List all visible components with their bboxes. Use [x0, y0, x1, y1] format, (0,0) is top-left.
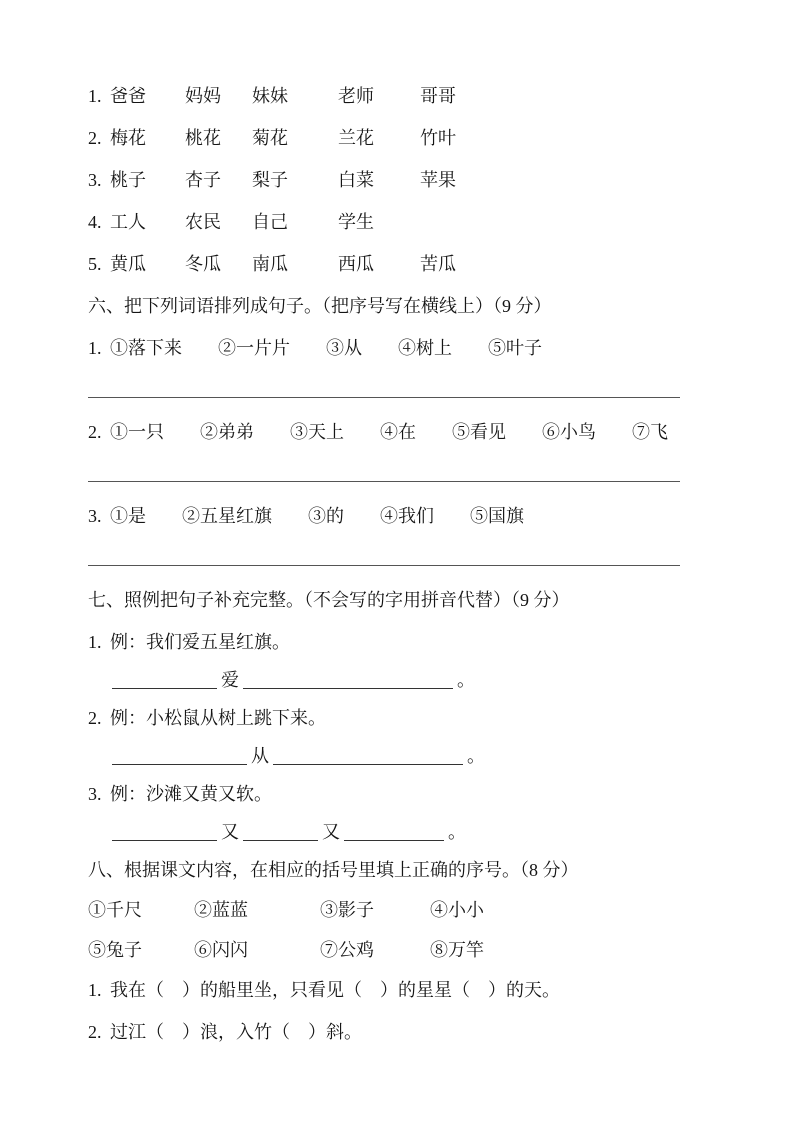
word: 妹妹: [252, 86, 288, 106]
word: 冬瓜: [185, 254, 221, 274]
fill-blank: [112, 750, 247, 765]
word: 菊花: [252, 128, 288, 148]
item-number: 1.: [88, 632, 102, 652]
connector-word: 又: [221, 822, 239, 842]
word: 学生: [338, 212, 374, 232]
word: 苦瓜: [420, 254, 456, 274]
option-token: ④小小: [430, 900, 484, 920]
numbered-word-token: ①落下来: [110, 338, 182, 358]
item-number: 2.: [88, 128, 102, 148]
word: 农民: [185, 212, 221, 232]
option-token: ①千尺: [88, 900, 142, 920]
example-text: 例：小松鼠从树上跳下来。: [110, 708, 326, 728]
numbered-word-token: ⑥小鸟: [542, 422, 596, 442]
numbered-word-token: ④树上: [398, 338, 452, 358]
word-group-row: [88, 84, 705, 108]
fill-blank: [243, 826, 318, 841]
fill-in-answer-line: [108, 668, 705, 692]
item-number: 2.: [88, 1022, 102, 1042]
section-six-title: 六、把下列词语排列成句子。（把序号写在横线上）（9 分）: [88, 296, 552, 316]
word: 兰花: [338, 128, 374, 148]
sentence-ordering-item: [88, 504, 705, 528]
numbered-word-token: ②弟弟: [200, 422, 254, 442]
word: 自己: [252, 212, 288, 232]
example-text: 例：我们爱五星红旗。: [110, 632, 290, 652]
numbered-word-token: ⑤叶子: [488, 338, 542, 358]
item-number: 4.: [88, 212, 102, 232]
numbered-word-token: ②一片片: [218, 338, 290, 358]
fill-blank: [112, 674, 217, 689]
example-sentence: [88, 706, 705, 730]
example-text: 例：沙滩又黄又软。: [110, 784, 272, 804]
connector-word: 爱: [221, 670, 239, 690]
item-number: 1.: [88, 980, 102, 1000]
item-number: 2.: [88, 708, 102, 728]
sentence-ordering-item: [88, 336, 705, 360]
numbered-word-token: ⑦飞: [632, 422, 668, 442]
option-token: ⑥闪闪: [194, 940, 248, 960]
word: 梅花: [110, 128, 146, 148]
item-number: 3.: [88, 506, 102, 526]
word: 杏子: [185, 170, 221, 190]
period: 。: [448, 822, 466, 842]
word: 梨子: [252, 170, 288, 190]
numbered-word-token: ④我们: [380, 506, 434, 526]
item-number: 1.: [88, 338, 102, 358]
period: 。: [457, 670, 475, 690]
word: 竹叶: [420, 128, 456, 148]
word-group-row: [88, 126, 705, 150]
numbered-word-token: ①一只: [110, 422, 164, 442]
option-token: ⑦公鸡: [320, 940, 374, 960]
fill-in-answer-line: [108, 820, 705, 844]
word: 西瓜: [338, 254, 374, 274]
example-sentence: [88, 630, 705, 654]
word: [420, 210, 705, 234]
sentence-text: 我在（ ）的船里坐，只看见（ ）的星星（ ）的天。: [110, 980, 560, 1000]
numbered-word-token: ④在: [380, 422, 416, 442]
fill-blank: [112, 826, 217, 841]
connector-word: 从: [251, 746, 269, 766]
word: 黄瓜: [110, 254, 146, 274]
numbered-word-token: ③从: [326, 338, 362, 358]
fill-in-answer-line: [108, 744, 705, 768]
word: 爸爸: [110, 86, 146, 106]
word-group-row: [88, 168, 705, 192]
section-eight-title: 八、根据课文内容，在相应的括号里填上正确的序号。（8 分）: [88, 860, 579, 880]
option-row: [88, 938, 705, 962]
item-number: 2.: [88, 422, 102, 442]
item-number: 3.: [88, 170, 102, 190]
answer-writing-line: [88, 397, 680, 398]
word: 桃子: [110, 170, 146, 190]
answer-writing-line: [88, 565, 680, 566]
word: 妈妈: [185, 86, 221, 106]
word: 南瓜: [252, 254, 288, 274]
numbered-word-token: ③的: [308, 506, 344, 526]
example-sentence: [88, 782, 705, 806]
word: 工人: [110, 212, 146, 232]
numbered-word-token: ①是: [110, 506, 146, 526]
connector-word: 又: [322, 822, 340, 842]
sentence-ordering-item: [88, 420, 705, 444]
fill-in-sentence: [88, 978, 705, 1002]
word: 桃花: [185, 128, 221, 148]
sentence-text: 过江（ ）浪，入竹（ ）斜。: [110, 1022, 362, 1042]
option-row: [88, 898, 705, 922]
numbered-word-token: ⑤国旗: [470, 506, 524, 526]
word: 老师: [338, 86, 374, 106]
word: 苹果: [420, 170, 456, 190]
numbered-word-token: ②五星红旗: [182, 506, 272, 526]
answer-writing-line: [88, 481, 680, 482]
fill-blank: [243, 674, 453, 689]
word: 哥哥: [420, 86, 456, 106]
item-number: 3.: [88, 784, 102, 804]
section-seven-title: 七、照例把句子补充完整。（不会写的字用拼音代替）（9 分）: [88, 590, 570, 610]
word-group-row: [88, 210, 705, 234]
word: 白菜: [338, 170, 374, 190]
period: 。: [467, 746, 485, 766]
option-token: ③影子: [320, 900, 374, 920]
option-token: ②蓝蓝: [194, 900, 248, 920]
word-group-row: [88, 252, 705, 276]
item-number: 1.: [88, 86, 102, 106]
fill-in-sentence: [88, 1020, 705, 1044]
numbered-word-token: ③天上: [290, 422, 344, 442]
option-token: ⑤兔子: [88, 940, 142, 960]
option-token: ⑧万竿: [430, 940, 484, 960]
fill-blank: [273, 750, 463, 765]
item-number: 5.: [88, 254, 102, 274]
fill-blank: [344, 826, 444, 841]
numbered-word-token: ⑤看见: [452, 422, 506, 442]
